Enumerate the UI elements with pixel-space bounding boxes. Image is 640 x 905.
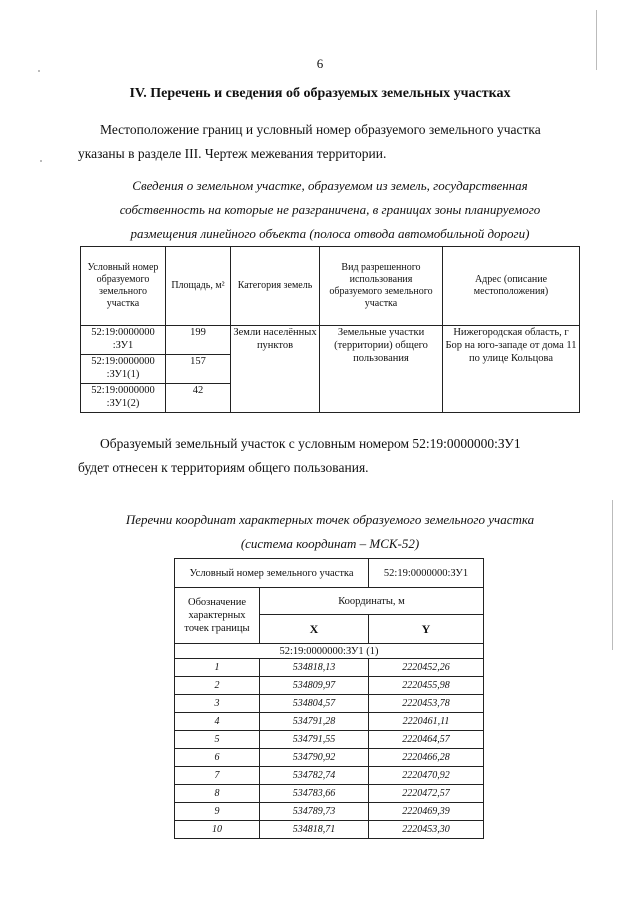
table-row	[175, 713, 484, 731]
y-header: Y	[369, 615, 484, 644]
intro-paragraph-line1: Местоположение границ и условный номер образуемого земельного участка	[100, 122, 541, 137]
table-row	[175, 821, 484, 839]
plot-usage: Земельные участки (территории) общего пользования	[320, 326, 443, 413]
plot-area: 42	[166, 384, 231, 413]
subplot-label: 52:19:0000000:ЗУ1 (1)	[175, 644, 484, 659]
plots-table	[80, 246, 580, 413]
table-row	[175, 644, 484, 659]
public-paragraph-line1: Образуемый земельный участок с условным номером 52:19:0000000:ЗУ1	[100, 436, 521, 451]
point-x: 534789,73	[260, 803, 369, 821]
info-heading-line3: размещения линейного объекта (полоса отвода автомобильной дороги)	[130, 226, 530, 241]
table-row	[175, 803, 484, 821]
plot-area: 199	[166, 326, 231, 355]
coord-heading-line2: (система координат – МСК-52)	[240, 536, 420, 551]
section-title: IV. Перечень и сведения об образуемых земельных участках	[129, 86, 511, 101]
table-row	[175, 785, 484, 803]
point-x: 534818,71	[260, 821, 369, 839]
table-row	[175, 767, 484, 785]
header-category: Категория земель	[231, 247, 320, 326]
public-paragraph-line2: будет отнесен к территориям общего пользования.	[78, 460, 369, 475]
info-heading-line2: собственность на которые не разграничена, в границах зоны планируемого	[119, 202, 541, 217]
point-number: 3	[175, 695, 260, 713]
table-row	[175, 749, 484, 767]
point-y: 2220452,26	[369, 659, 484, 677]
table-row	[175, 659, 484, 677]
point-y: 2220469,39	[369, 803, 484, 821]
point-number: 4	[175, 713, 260, 731]
scan-edge-mark	[40, 160, 42, 162]
point-x: 534791,28	[260, 713, 369, 731]
plot-area: 157	[166, 355, 231, 384]
point-x: 534783,66	[260, 785, 369, 803]
plot-code: 52:19:0000000 :ЗУ1(1)	[81, 355, 166, 384]
plot-code: 52:19:0000000 :ЗУ1	[81, 326, 166, 355]
plot-category: Земли населённых пунктов	[231, 326, 320, 413]
intro-paragraph-line2: указаны в разделе III. Чертеж межевания территории.	[78, 146, 387, 161]
table-row	[175, 695, 484, 713]
plots-table-header	[81, 247, 580, 326]
scan-edge-mark	[612, 500, 613, 650]
header-address: Адрес (описание местоположения)	[443, 247, 580, 326]
plot-address: Нижегородская область, г Бор на юго-западе от дома 11 по улице Кольцова	[443, 326, 580, 413]
table-row	[81, 326, 580, 355]
point-y: 2220470,92	[369, 767, 484, 785]
point-number: 5	[175, 731, 260, 749]
point-number: 1	[175, 659, 260, 677]
coordinates-table	[174, 558, 484, 839]
point-number: 10	[175, 821, 260, 839]
table-row	[175, 588, 484, 615]
point-x: 534791,55	[260, 731, 369, 749]
point-number: 2	[175, 677, 260, 695]
point-x: 534809,97	[260, 677, 369, 695]
points-label: Обозначение характерных точек границы	[175, 588, 260, 644]
point-number: 7	[175, 767, 260, 785]
point-x: 534782,74	[260, 767, 369, 785]
table-row	[175, 731, 484, 749]
x-header: X	[260, 615, 369, 644]
point-x: 534818,13	[260, 659, 369, 677]
plot-number-label: Условный номер земельного участка	[175, 559, 369, 588]
point-x: 534804,57	[260, 695, 369, 713]
point-y: 2220472,57	[369, 785, 484, 803]
point-y: 2220455,98	[369, 677, 484, 695]
point-y: 2220466,28	[369, 749, 484, 767]
page-number: 6	[316, 56, 324, 71]
header-area: Площадь, м²	[166, 247, 231, 326]
point-y: 2220464,57	[369, 731, 484, 749]
header-plot-number: Условный номер образуемого земельного участка	[81, 247, 166, 326]
coord-heading-line1: Перечни координат характерных точек образуемого земельного участка	[125, 512, 535, 527]
point-number: 8	[175, 785, 260, 803]
point-y: 2220453,30	[369, 821, 484, 839]
table-row	[175, 677, 484, 695]
point-x: 534790,92	[260, 749, 369, 767]
plot-code: 52:19:0000000 :ЗУ1(2)	[81, 384, 166, 413]
point-number: 6	[175, 749, 260, 767]
table-row	[175, 559, 484, 588]
info-heading-line1: Сведения о земельном участке, образуемом из земель, государственная	[132, 178, 528, 193]
header-usage: Вид разрешенного использования образуемого земельного участка	[320, 247, 443, 326]
point-y: 2220453,78	[369, 695, 484, 713]
coords-label: Координаты, м	[260, 588, 484, 615]
point-y: 2220461,11	[369, 713, 484, 731]
plot-number-value: 52:19:0000000:ЗУ1	[369, 559, 484, 588]
point-number: 9	[175, 803, 260, 821]
